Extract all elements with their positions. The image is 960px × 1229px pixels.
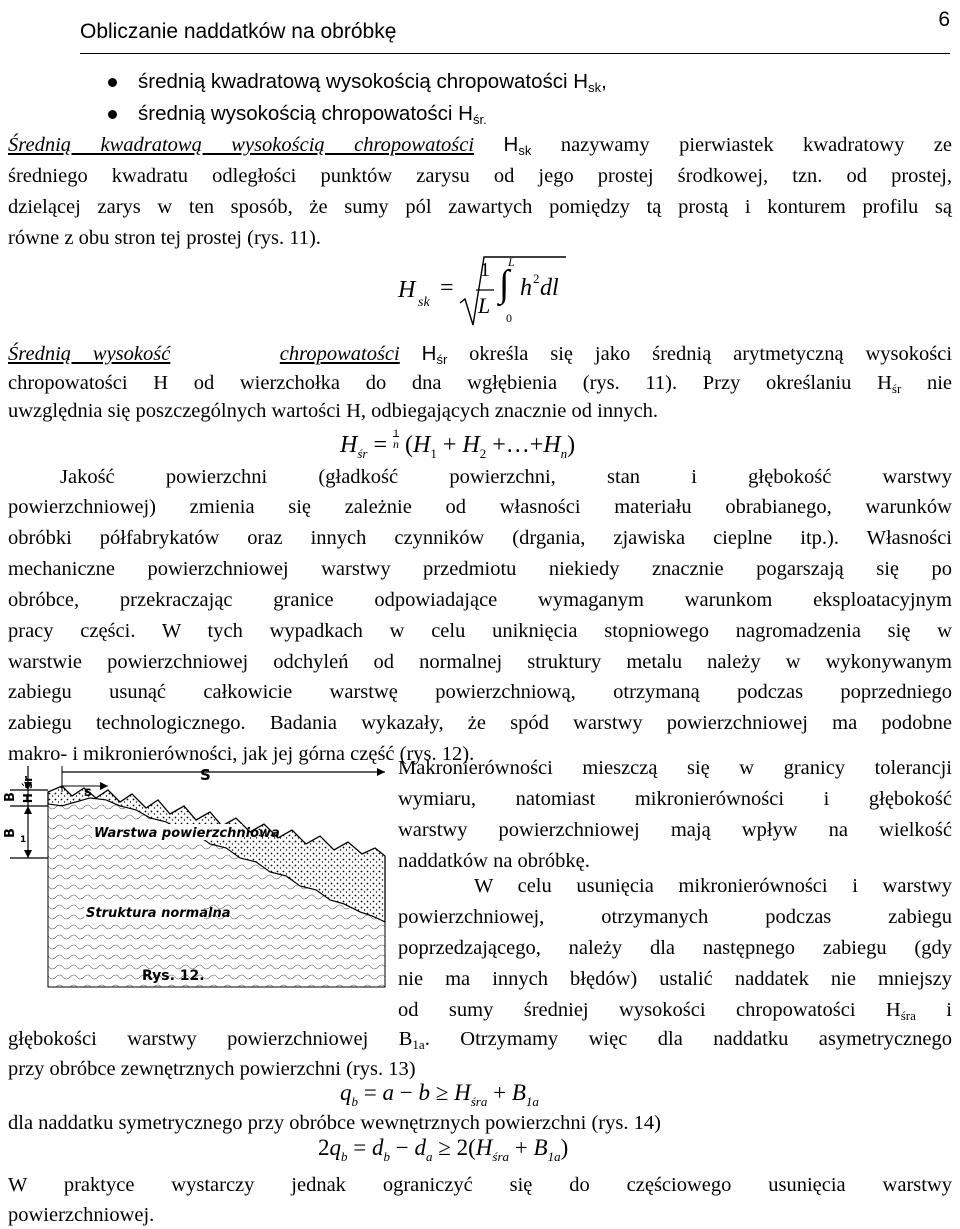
- formula-hsk: H sk = 1 L ∫ L 0 h 2 dl: [398, 255, 568, 330]
- svg-text:B: B: [3, 792, 18, 802]
- paragraph-line: mechaniczne powierzchniowej warstwy przedmiotu niekiedy znacznie pogarszają się po: [8, 558, 952, 580]
- figure-surface-layer: [0, 762, 395, 997]
- paragraph-line: dla naddatku symetrycznego przy obróbce wewnętrznych powierzchni (rys. 14): [8, 1112, 661, 1134]
- paragraph-line: poprzedzającego, należy dla następnego zabiegu (gdy: [398, 937, 952, 959]
- formula-hsr: $H_{śr} = 1$ n ($H_1 + H_2$ $+\dots+H_n$): [340, 426, 576, 461]
- paragraph-line: obróbki półfabrykatów oraz innych czynników (drgania, zjawiska cieplne itp.). Własności: [8, 527, 952, 549]
- svg-text:H śr: H śr: [21, 776, 35, 804]
- paragraph-line: Jakość powierzchni (gładkość powierzchni, stan i głębokość warstwy: [60, 466, 952, 488]
- formula-asymmetric: $q_b = a - b \ge H_{śra} + B_{1a}$: [340, 1080, 539, 1109]
- paragraph-line: Średnią wysokość chropowatości $H_{śr}$ określa się jako średnią arytmetyczną wysokości: [8, 342, 953, 367]
- header-divider: [80, 53, 950, 54]
- paragraph-line: powierzchniowej, otrzymanych podczas zabiegu: [398, 906, 952, 928]
- paragraph-line: pracy części. W tych wypadkach w celu uniknięcia stopniowego nagromadzenia się w: [8, 620, 952, 642]
- paragraph-line: powierzchniowej) zmienia się zależnie od własności materiału obrabianego, warunków: [8, 496, 952, 518]
- page-header: [80, 8, 950, 50]
- paragraph-line: uwzględnia się poszczególnych wartości H, odbiegających znacznie od innych.: [8, 400, 659, 422]
- paragraph-line: warstwie powierzchniowej odchyleń od normalnej struktury metalu należy w wykonywanym: [8, 651, 952, 673]
- paragraph-line: obróbce, przekraczając granice odpowiadające wymaganym warunkom eksploatacyjnym: [8, 589, 952, 611]
- paragraph-line: warstwy powierzchniowej mają wpływ na wielkość: [398, 819, 952, 841]
- paragraph-line: równe z obu stron tej prostej (rys. 11).: [8, 227, 321, 249]
- svg-text:S: S: [200, 766, 211, 784]
- paragraph-line: od sumy średniej wysokości chropowatości $H_{śra}$ i: [398, 999, 952, 1023]
- paragraph-line: średniego kwadratu odległości punktów zarysu od jego prostej środkowej, tzn. od prostej,: [8, 165, 952, 187]
- paragraph-line: W praktyce wystarczy jednak ograniczyć się do częściowego usunięcia warstwy: [8, 1174, 952, 1196]
- paragraph-line: makro- i mikronierówności, jak jej górna część (rys. 12).: [8, 743, 475, 765]
- svg-text:Warstwa powierzchniowa: Warstwa powierzchniowa: [94, 826, 280, 841]
- paragraph-line: W celu usunięcia mikronierówności i warstwy: [474, 875, 952, 897]
- paragraph-line: zabiegu technologicznego. Badania wykazały, że spód warstwy powierzchniowej ma podobne: [8, 712, 952, 734]
- paragraph-line: przy obróbce zewnętrznych powierzchni (rys. 13): [8, 1058, 416, 1080]
- paragraph-line: zabiegu usunąć całkowicie warstwę powierzchniową, otrzymaną podczas poprzedniego: [8, 681, 952, 703]
- paragraph-line: Średnią kwadratową wysokością chropowatości $H_{sk}$ nazywamy pierwiastek kwadratowy ze: [8, 133, 953, 158]
- svg-text:1: 1: [20, 835, 27, 845]
- defined-term: Średnią kwadratową wysokością chropowatości: [8, 134, 475, 156]
- page-number: 6: [938, 8, 950, 31]
- paragraph-line: głębokości warstwy powierzchniowej $B_{1a}$. Otrzymamy więc dla naddatku asymetrycznego: [8, 1028, 952, 1052]
- svg-text:Struktura normalna: Struktura normalna: [86, 906, 231, 921]
- paragraph-line: dzielącej zarys w ten sposób, że sumy pól zawartych pomiędzy tą prostą i konturem profilu są: [8, 196, 952, 218]
- svg-text:s: s: [84, 785, 92, 800]
- header-title: Obliczanie naddatków na obróbkę: [80, 20, 397, 43]
- paragraph-line: nie ma innych błędów) ustalić naddatek nie mniejszy: [398, 968, 952, 990]
- bullet-icon: [108, 110, 117, 119]
- figure-caption: Rys. 12.: [142, 968, 205, 984]
- paragraph-line: naddatków na obróbkę.: [398, 850, 590, 872]
- paragraph-line: chropowatości H od wierzchołka do dna wgłębienia (rys. 11). Przy określaniu $H_{śr}$ nie: [8, 372, 952, 396]
- paragraph-line: Makronierówności mieszczą się w granicy tolerancji: [398, 757, 952, 779]
- bullet-icon: [108, 78, 117, 87]
- formula-symmetric: $2q_b = d_b - d_a \ge 2(H_{śra} + B_{1a})$: [318, 1135, 569, 1164]
- paragraph-line: powierzchniowej.: [8, 1204, 155, 1226]
- svg-text:B: B: [3, 828, 18, 838]
- paragraph-line: wymiaru, natomiast mikronierówności i głębokość: [398, 788, 952, 810]
